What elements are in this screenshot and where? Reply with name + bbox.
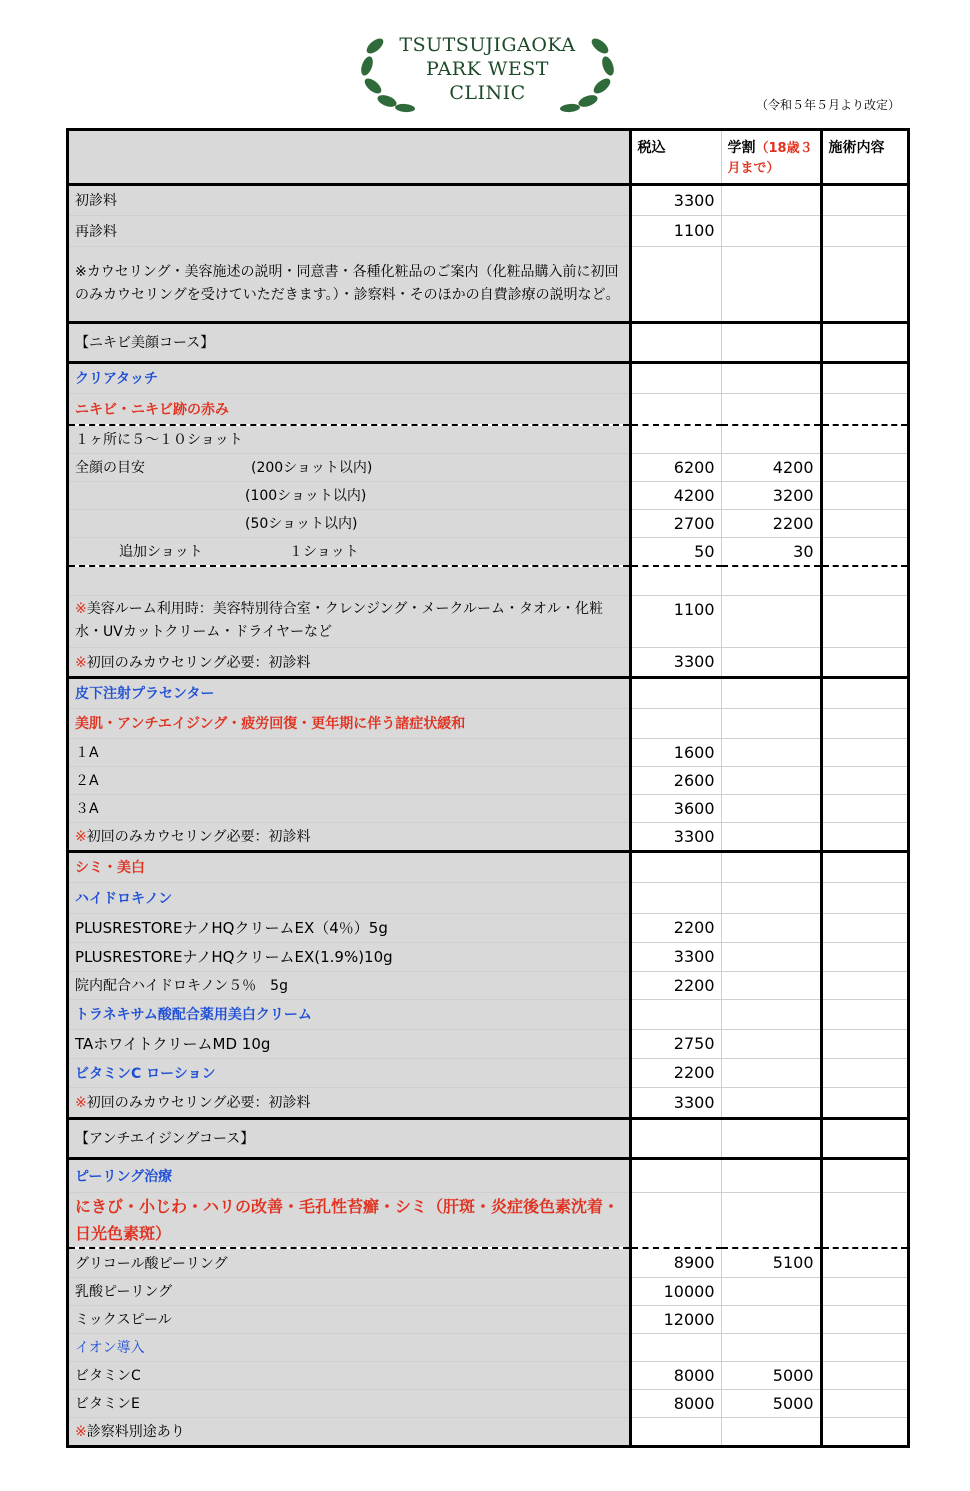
table-row (69, 566, 907, 595)
table-row: ２A 2600 (69, 766, 907, 794)
table-row: ３A 3600 (69, 794, 907, 822)
logo-line-1: TSUTSUJIGAOKA (399, 34, 576, 56)
table-row: １A 1600 (69, 738, 907, 766)
header-student: 学割（18歳３月まで） (721, 131, 821, 184)
student-age-note: （18歳３月まで） (727, 141, 813, 176)
logo-line-3: CLINIC (449, 82, 526, 104)
table-row: シミ・美白 (69, 851, 907, 882)
table-row: (50ショット以内) 2700 2200 (69, 509, 907, 537)
table-row: ピーリング治療 (69, 1158, 907, 1192)
table-row: ビタミンC ローション 2200 (69, 1058, 907, 1087)
header-tax: 税込 (630, 131, 721, 184)
table-row: にきび・小じわ・ハリの改善・毛孔性苔癬・シミ（肝斑・炎症後色素沈着・日光色素斑） (69, 1192, 907, 1248)
table-row: グリコール酸ピーリング 8900 5100 (69, 1248, 907, 1277)
table-row: 乳酸ピーリング 10000 (69, 1277, 907, 1305)
price-table (66, 128, 910, 1448)
table-row: (100ショット以内) 4200 3200 (69, 481, 907, 509)
table-row: クリアタッチ (69, 362, 907, 393)
table-row: トラネキサム酸配合薬用美白クリーム (69, 999, 907, 1029)
table-row: 【アンチエイジングコース】 (69, 1118, 907, 1158)
table-row: 再診料 1100 (69, 215, 907, 246)
table-row: ※美容ルーム利用時：美容特別待合室・クレンジング・メークルーム・タオル・化粧水・UVカットクリーム・ドライヤーなど 1100 (69, 595, 907, 647)
table-row: ※初回のみカウセリング必要：初診料 3300 (69, 647, 907, 677)
table-header (69, 131, 907, 184)
table-row: 院内配合ハイドロキノン５％ 5g 2200 (69, 971, 907, 999)
table-row: TAホワイトクリームMD 10g 2750 (69, 1029, 907, 1058)
table-row: 美肌・アンチエイジング・疲労回復・更年期に伴う諸症状緩和 (69, 708, 907, 738)
table-row: ※初回のみカウセリング必要：初診料 3300 (69, 1087, 907, 1118)
table-row: ※診察料別途あり (69, 1417, 907, 1445)
table-row: ミックスピール 12000 (69, 1305, 907, 1333)
header-blank (69, 131, 630, 184)
table-row: PLUSRESTOREナノHQクリームEX(1.9%)10g 3300 (69, 942, 907, 971)
clinic-logo (355, 16, 620, 116)
table-row: イオン導入 (69, 1333, 907, 1361)
table-row: 追加ショット １ショット 50 30 (69, 537, 907, 566)
logo-line-2: PARK WEST (426, 58, 549, 80)
table-row: ニキビ・ニキビ跡の赤み (69, 393, 907, 425)
table-row: ハイドロキノン (69, 882, 907, 913)
table-row: ※初回のみカウセリング必要：初診料 3300 (69, 822, 907, 851)
table-row: １ヶ所に５〜１０ショット (69, 425, 907, 453)
table-row: 全顔の目安 (200ショット以内) 6200 4200 (69, 453, 907, 481)
table-row: 皮下注射プラセンター (69, 677, 907, 708)
header-treatment: 施術内容 (821, 131, 907, 184)
table-row: 初診料 3300 (69, 184, 907, 215)
table-row: ビタミンC 8000 5000 (69, 1361, 907, 1389)
table-row: 【ニキビ美顔コース】 (69, 322, 907, 362)
revision-note: （令和５年５月より改定） (755, 98, 900, 112)
table-row: ※カウセリング・美容施述の説明・同意書・各種化粧品のご案内（化粧品購入前に初回のみカウセリングを受けていただきます。）・診察料・そのほかの自費診療の説明など。 (69, 246, 907, 322)
table-row: PLUSRESTOREナノHQクリームEX（4％）5g 2200 (69, 913, 907, 942)
table-row: ビタミンE 8000 5000 (69, 1389, 907, 1417)
